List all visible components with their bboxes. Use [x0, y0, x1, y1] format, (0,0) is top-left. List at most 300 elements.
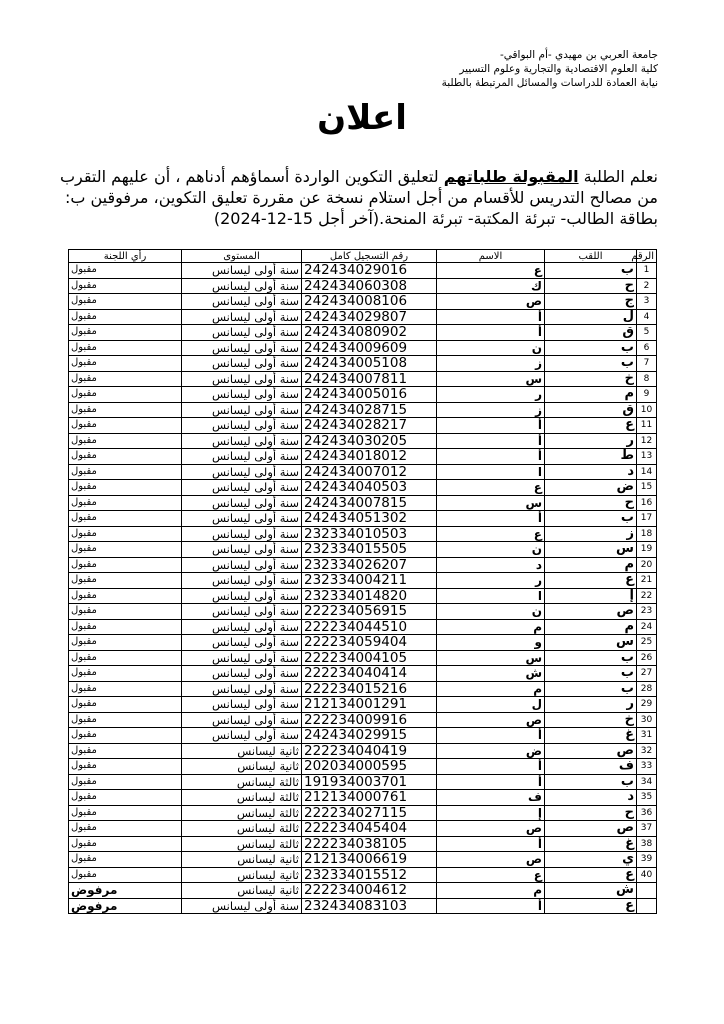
level-cell: سنة أولى ليسانس [182, 712, 302, 728]
institution-header [442, 48, 658, 90]
registration-number-cell: 242434007811 [302, 371, 437, 387]
registration-number-cell: 212134006619 [302, 852, 437, 868]
header-last-name: اللقب [545, 250, 637, 263]
registration-number-cell: 222234056915 [302, 604, 437, 620]
decision-cell: مقبول [69, 464, 182, 480]
first-name-cell: س [437, 495, 545, 511]
decision-cell: مقبول [69, 526, 182, 542]
decision-cell: مقبول [69, 278, 182, 294]
last-name-cell: ب [545, 511, 637, 527]
decision-cell: مقبول [69, 542, 182, 558]
first-name-cell: ع [437, 263, 545, 279]
row-number: 6 [637, 340, 657, 356]
last-name-cell: ب [545, 666, 637, 682]
table-row [69, 666, 657, 682]
students-table-body [69, 263, 657, 914]
last-name-cell: ب [545, 681, 637, 697]
row-number: 11 [637, 418, 657, 434]
last-name-cell: ق [545, 402, 637, 418]
last-name-cell: ع [545, 898, 637, 914]
level-cell: سنة أولى ليسانس [182, 464, 302, 480]
level-cell: سنة أولى ليسانس [182, 898, 302, 914]
level-cell: سنة أولى ليسانس [182, 511, 302, 527]
table-row [69, 573, 657, 589]
table-row [69, 712, 657, 728]
header-decision: رأي اللجنة [69, 250, 182, 263]
row-number: 15 [637, 480, 657, 496]
last-name-cell: س [545, 635, 637, 651]
first-name-cell: ك [437, 278, 545, 294]
table-row [69, 294, 657, 310]
first-name-cell: ع [437, 480, 545, 496]
level-cell: ثالثة ليسانس [182, 790, 302, 806]
row-number: 9 [637, 387, 657, 403]
table-row [69, 542, 657, 558]
last-name-cell: ص [545, 743, 637, 759]
first-name-cell: ن [437, 542, 545, 558]
last-name-cell: ض [545, 480, 637, 496]
decision-cell: مقبول [69, 511, 182, 527]
table-header-row [69, 250, 657, 263]
registration-number-cell: 222234040419 [302, 743, 437, 759]
first-name-cell: س [437, 650, 545, 666]
registration-number-cell: 242434009609 [302, 340, 437, 356]
table-row [69, 805, 657, 821]
table-row [69, 495, 657, 511]
row-number: 10 [637, 402, 657, 418]
decision-cell: مقبول [69, 480, 182, 496]
decision-cell: مقبول [69, 340, 182, 356]
last-name-cell: ح [545, 278, 637, 294]
decision-cell: مقبول [69, 836, 182, 852]
last-name-cell: ل [545, 309, 637, 325]
level-cell: سنة أولى ليسانس [182, 557, 302, 573]
level-cell: سنة أولى ليسانس [182, 619, 302, 635]
first-name-cell: أ [437, 759, 545, 775]
header-line-university: جامعة العربي بن مهيدي -أم البواقي- [499, 49, 658, 61]
level-cell: ثانية ليسانس [182, 759, 302, 775]
level-cell: سنة أولى ليسانس [182, 573, 302, 589]
registration-number-cell: 222234015216 [302, 681, 437, 697]
level-cell: ثانية ليسانس [182, 743, 302, 759]
decision-cell: مقبول [69, 387, 182, 403]
decision-cell: مقبول [69, 371, 182, 387]
decision-cell: مقبول [69, 557, 182, 573]
table-row [69, 433, 657, 449]
registration-number-cell: 222234027115 [302, 805, 437, 821]
level-cell: سنة أولى ليسانس [182, 325, 302, 341]
table-row [69, 604, 657, 620]
registration-number-cell: 242434018012 [302, 449, 437, 465]
decision-cell: مقبول [69, 867, 182, 883]
first-name-cell: ر [437, 573, 545, 589]
last-name-cell: د [545, 464, 637, 480]
header-level: المستوى [182, 250, 302, 263]
row-number: 31 [637, 728, 657, 744]
table-row [69, 821, 657, 837]
registration-number-cell: 202034000595 [302, 759, 437, 775]
decision-cell: مقبول [69, 495, 182, 511]
decision-cell: مقبول [69, 604, 182, 620]
last-name-cell: غ [545, 836, 637, 852]
row-number: 37 [637, 821, 657, 837]
registration-number-cell: 222234044510 [302, 619, 437, 635]
table-row [69, 588, 657, 604]
last-name-cell: م [545, 387, 637, 403]
last-name-cell: ح [545, 805, 637, 821]
row-number: 23 [637, 604, 657, 620]
last-name-cell: ص [545, 821, 637, 837]
table-row [69, 867, 657, 883]
registration-number-cell: 242434028715 [302, 402, 437, 418]
first-name-cell: ش [437, 666, 545, 682]
first-name-cell: أ [437, 433, 545, 449]
last-name-cell: خ [545, 712, 637, 728]
level-cell: سنة أولى ليسانس [182, 588, 302, 604]
table-row [69, 898, 657, 914]
page-title: اعلان [317, 98, 407, 138]
decision-cell: مقبول [69, 294, 182, 310]
header-first-name: الاسم [437, 250, 545, 263]
table-row [69, 619, 657, 635]
registration-number-cell: 232334015512 [302, 867, 437, 883]
decision-cell: مقبول [69, 635, 182, 651]
registration-number-cell: 232334004211 [302, 573, 437, 589]
table-row [69, 743, 657, 759]
table-row [69, 340, 657, 356]
registration-number-cell: 242434029915 [302, 728, 437, 744]
level-cell: سنة أولى ليسانس [182, 697, 302, 713]
registration-number-cell: 242434051302 [302, 511, 437, 527]
level-cell: ثانية ليسانس [182, 867, 302, 883]
row-number: 39 [637, 852, 657, 868]
registration-number-cell: 232334014820 [302, 588, 437, 604]
level-cell: سنة أولى ليسانس [182, 263, 302, 279]
decision-cell: مقبول [69, 759, 182, 775]
level-cell: ثالثة ليسانس [182, 805, 302, 821]
decision-cell: مقبول [69, 666, 182, 682]
first-name-cell: م [437, 681, 545, 697]
registration-number-cell: 222234059404 [302, 635, 437, 651]
last-name-cell: ع [545, 867, 637, 883]
first-name-cell: ف [437, 790, 545, 806]
registration-number-cell: 191934003701 [302, 774, 437, 790]
header-num: الرقم [637, 250, 657, 263]
registration-number-cell: 232334010503 [302, 526, 437, 542]
row-number: 26 [637, 650, 657, 666]
first-name-cell: أ [437, 418, 545, 434]
row-number [637, 898, 657, 914]
level-cell: سنة أولى ليسانس [182, 309, 302, 325]
level-cell: سنة أولى ليسانس [182, 433, 302, 449]
table-row [69, 759, 657, 775]
first-name-cell: ن [437, 604, 545, 620]
table-row [69, 883, 657, 899]
decision-cell: مقبول [69, 309, 182, 325]
registration-number-cell: 232334015505 [302, 542, 437, 558]
row-number: 1 [637, 263, 657, 279]
registration-number-cell: 222234045404 [302, 821, 437, 837]
table-row [69, 402, 657, 418]
row-number: 27 [637, 666, 657, 682]
row-number: 34 [637, 774, 657, 790]
last-name-cell: ر [545, 433, 637, 449]
row-number: 8 [637, 371, 657, 387]
level-cell: سنة أولى ليسانس [182, 681, 302, 697]
registration-number-cell: 222234009916 [302, 712, 437, 728]
registration-number-cell: 242434029016 [302, 263, 437, 279]
decision-cell: مرفوض [69, 898, 182, 914]
header-line-deanship: نيابة العمادة للدراسات والمسائل المرتبطة بالطلبة [441, 77, 658, 89]
table-row [69, 557, 657, 573]
row-number: 20 [637, 557, 657, 573]
registration-number-cell: 222234038105 [302, 836, 437, 852]
last-name-cell: م [545, 557, 637, 573]
first-name-cell: ص [437, 852, 545, 868]
first-name-cell: أ [437, 309, 545, 325]
decision-cell: مقبول [69, 619, 182, 635]
table-row [69, 836, 657, 852]
row-number: 29 [637, 697, 657, 713]
registration-number-cell: 222234004612 [302, 883, 437, 899]
level-cell: سنة أولى ليسانس [182, 666, 302, 682]
table-row [69, 464, 657, 480]
row-number: 35 [637, 790, 657, 806]
last-name-cell: ي [545, 852, 637, 868]
row-number: 7 [637, 356, 657, 372]
table-row [69, 650, 657, 666]
decision-cell: مقبول [69, 743, 182, 759]
row-number: 25 [637, 635, 657, 651]
last-name-cell: ج [545, 294, 637, 310]
table-row [69, 697, 657, 713]
last-name-cell: ش [545, 883, 637, 899]
table-row [69, 511, 657, 527]
table-row [69, 681, 657, 697]
registration-number-cell: 222234004105 [302, 650, 437, 666]
level-cell: سنة أولى ليسانس [182, 371, 302, 387]
first-name-cell: ا [437, 464, 545, 480]
table-row [69, 526, 657, 542]
table-row [69, 278, 657, 294]
registration-number-cell: 242434005016 [302, 387, 437, 403]
first-name-cell: أ [437, 728, 545, 744]
level-cell: سنة أولى ليسانس [182, 449, 302, 465]
row-number: 22 [637, 588, 657, 604]
table-row [69, 418, 657, 434]
last-name-cell: ب [545, 356, 637, 372]
table-row [69, 371, 657, 387]
registration-number-cell: 232434083103 [302, 898, 437, 914]
row-number [637, 883, 657, 899]
decision-cell: مقبول [69, 697, 182, 713]
decision-cell: مقبول [69, 712, 182, 728]
last-name-cell: ر [545, 697, 637, 713]
last-name-cell: م [545, 619, 637, 635]
table-row [69, 449, 657, 465]
row-number: 21 [637, 573, 657, 589]
row-number: 19 [637, 542, 657, 558]
last-name-cell: إ [545, 588, 637, 604]
registration-number-cell: 232334026207 [302, 557, 437, 573]
first-name-cell: أ [437, 449, 545, 465]
first-name-cell: م [437, 619, 545, 635]
last-name-cell: ق [545, 325, 637, 341]
first-name-cell: ز [437, 356, 545, 372]
notice-paragraph [58, 166, 658, 229]
row-number: 18 [637, 526, 657, 542]
students-table [68, 249, 657, 914]
decision-cell: مقبول [69, 263, 182, 279]
last-name-cell: ز [545, 526, 637, 542]
registration-number-cell: 242434007012 [302, 464, 437, 480]
last-name-cell: ب [545, 263, 637, 279]
table-row [69, 852, 657, 868]
notice-prefix: نعلم الطلبة [578, 167, 658, 186]
decision-cell: مقبول [69, 774, 182, 790]
registration-number-cell: 242434005108 [302, 356, 437, 372]
first-name-cell: أ [437, 836, 545, 852]
row-number: 33 [637, 759, 657, 775]
row-number: 40 [637, 867, 657, 883]
row-number: 32 [637, 743, 657, 759]
last-name-cell: ب [545, 774, 637, 790]
last-name-cell: ب [545, 650, 637, 666]
first-name-cell: ص [437, 712, 545, 728]
header-line-faculty: كلية العلوم الاقتصادية والتجارية وعلوم التسيير [459, 63, 658, 75]
level-cell: سنة أولى ليسانس [182, 728, 302, 744]
level-cell: سنة أولى ليسانس [182, 387, 302, 403]
level-cell: سنة أولى ليسانس [182, 356, 302, 372]
registration-number-cell: 212134000761 [302, 790, 437, 806]
table-row [69, 263, 657, 279]
first-name-cell: س [437, 371, 545, 387]
level-cell: سنة أولى ليسانس [182, 278, 302, 294]
level-cell: سنة أولى ليسانس [182, 542, 302, 558]
first-name-cell: ض [437, 743, 545, 759]
table-row [69, 790, 657, 806]
registration-number-cell: 242434028217 [302, 418, 437, 434]
decision-cell: مقبول [69, 433, 182, 449]
decision-cell: مقبول [69, 356, 182, 372]
row-number: 30 [637, 712, 657, 728]
decision-cell: مقبول [69, 821, 182, 837]
level-cell: ثانية ليسانس [182, 883, 302, 899]
registration-number-cell: 242434060308 [302, 278, 437, 294]
level-cell: سنة أولى ليسانس [182, 650, 302, 666]
first-name-cell: ع [437, 526, 545, 542]
first-name-cell: ن [437, 340, 545, 356]
table-row [69, 325, 657, 341]
level-cell: سنة أولى ليسانس [182, 526, 302, 542]
decision-cell: مقبول [69, 418, 182, 434]
notice-emphasis: المقبولة طلباتهم [443, 167, 579, 186]
decision-cell: مقبول [69, 650, 182, 666]
first-name-cell: م [437, 883, 545, 899]
level-cell: سنة أولى ليسانس [182, 418, 302, 434]
first-name-cell: د [437, 557, 545, 573]
level-cell: سنة أولى ليسانس [182, 340, 302, 356]
first-name-cell: ر [437, 387, 545, 403]
table-row [69, 309, 657, 325]
first-name-cell: ا [437, 588, 545, 604]
level-cell: سنة أولى ليسانس [182, 402, 302, 418]
decision-cell: مقبول [69, 588, 182, 604]
first-name-cell: و [437, 635, 545, 651]
first-name-cell: إ [437, 805, 545, 821]
first-name-cell: ص [437, 821, 545, 837]
decision-cell: مقبول [69, 805, 182, 821]
decision-cell: مقبول [69, 325, 182, 341]
table-row [69, 387, 657, 403]
last-name-cell: ب [545, 340, 637, 356]
table-row [69, 774, 657, 790]
first-name-cell: أ [437, 325, 545, 341]
row-number: 5 [637, 325, 657, 341]
row-number: 38 [637, 836, 657, 852]
decision-cell: مقبول [69, 852, 182, 868]
table-row [69, 635, 657, 651]
level-cell: سنة أولى ليسانس [182, 635, 302, 651]
level-cell: سنة أولى ليسانس [182, 480, 302, 496]
decision-cell: مقبول [69, 402, 182, 418]
decision-cell: مقبول [69, 790, 182, 806]
row-number: 14 [637, 464, 657, 480]
first-name-cell: أ [437, 511, 545, 527]
last-name-cell: ح [545, 495, 637, 511]
first-name-cell: أ [437, 898, 545, 914]
last-name-cell: غ [545, 728, 637, 744]
row-number: 28 [637, 681, 657, 697]
level-cell: ثالثة ليسانس [182, 821, 302, 837]
notice-suffix: لتعليق التكوين الواردة أسماؤهم أدناهم ، أن عليهم التقرب من مصالح التدريس للأقسام من أجل استلام نسخة عن مقررة تعليق التكوين، مرفوقين ب: بطاقة الطالب- تبرئة المكتبة- تبرئة المنحة.(آخر أجل 15-12-2024) [59, 167, 658, 228]
table-row [69, 356, 657, 372]
decision-cell: مقبول [69, 573, 182, 589]
first-name-cell: ز [437, 402, 545, 418]
registration-number-cell: 242434080902 [302, 325, 437, 341]
decision-cell: مرفوض [69, 883, 182, 899]
header-registration: رقم التسجيل كامل [302, 250, 437, 263]
first-name-cell: ل [437, 697, 545, 713]
registration-number-cell: 242434007815 [302, 495, 437, 511]
decision-cell: مقبول [69, 728, 182, 744]
decision-cell: مقبول [69, 681, 182, 697]
last-name-cell: د [545, 790, 637, 806]
last-name-cell: ط [545, 449, 637, 465]
first-name-cell: ع [437, 867, 545, 883]
last-name-cell: س [545, 542, 637, 558]
row-number: 36 [637, 805, 657, 821]
level-cell: ثانية ليسانس [182, 852, 302, 868]
last-name-cell: خ [545, 371, 637, 387]
last-name-cell: ع [545, 573, 637, 589]
row-number: 17 [637, 511, 657, 527]
decision-cell: مقبول [69, 449, 182, 465]
first-name-cell: أ [437, 774, 545, 790]
registration-number-cell: 212134001291 [302, 697, 437, 713]
row-number: 12 [637, 433, 657, 449]
row-number: 2 [637, 278, 657, 294]
level-cell: ثالثة ليسانس [182, 774, 302, 790]
first-name-cell: ص [437, 294, 545, 310]
row-number: 16 [637, 495, 657, 511]
level-cell: ثالثة ليسانس [182, 836, 302, 852]
registration-number-cell: 242434029807 [302, 309, 437, 325]
level-cell: سنة أولى ليسانس [182, 604, 302, 620]
row-number: 13 [637, 449, 657, 465]
registration-number-cell: 242434030205 [302, 433, 437, 449]
table-row [69, 728, 657, 744]
